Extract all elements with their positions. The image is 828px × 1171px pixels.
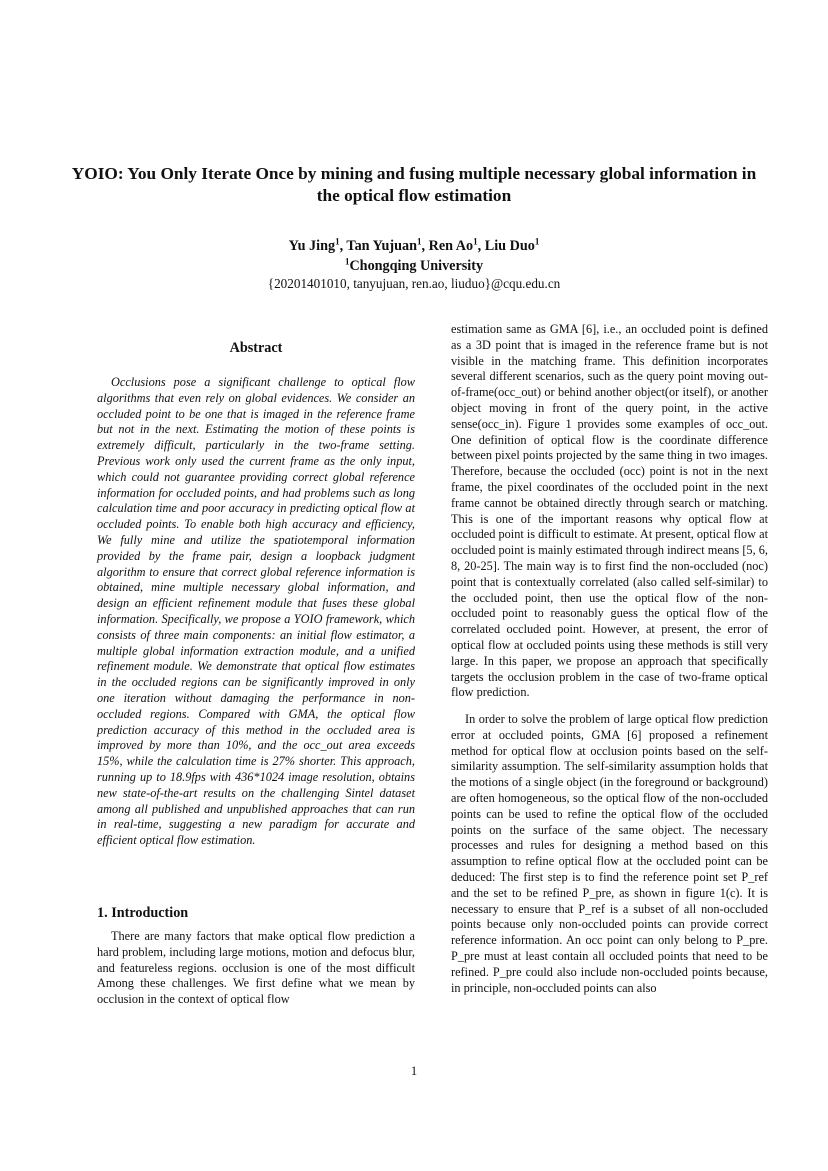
author-separator: ,	[477, 238, 485, 254]
right-column-paragraph-1	[451, 322, 768, 701]
author-emails: {20201401010, tanyujuan, ren.ao, liuduo}@cqu.edu.cn	[267, 276, 561, 291]
author-name: Tan Yujuan	[346, 238, 418, 254]
affiliation-mark: 1	[344, 256, 350, 267]
author-separator: ,	[339, 238, 347, 254]
abstract-paragraph: Occlusions pose a significant challenge to optical flow algorithms that even rely on global evidences. We consider an occluded point to be one that is imaged in the reference frame but not in the next. Estimating the motion of these points is extremely difficult, particularly in the two-frame setting. Previous work only used the current frame as the only input, which could not guarantee providing correct global reference information for occluded points, and had problems such as long calculation time and poor accuracy in predicting optical flow at occluded points. To enable both high accuracy and efficiency, We fully mine and utilize the spatiotemporal information provided by the frame pair, design a loopback judgment algorithm to ensure that correct global reference information is obtained, mine multiple necessary global information, and design an efficient refinement module that fuses these global information. Specifically, we propose a YOIO framework, which consists of three main components: an initial flow estimator, a multiple global information extraction module, and a unified refinement module. We demonstrate that optical flow estimates in the occluded regions can be significantly improved in only one iteration without damaging the performance in non-occluded regions. Compared with GMA, the optical flow prediction accuracy of this method in the occluded area is improved by more than 10%, and the occ_out area exceeds 15%, while the calculation time is 27% shorter. This approach, running up to 18.9fps with 436*1024 image resolution, obtains new state-of-the-art results on the challenging Sintel dataset among all published and unpublished approaches that can run in real-time, suggesting a new paradigm for accurate and efficient optical flow estimation.	[97, 375, 415, 848]
author-affiliation-mark: 1	[335, 236, 340, 247]
author-separator: ,	[421, 238, 429, 254]
author-name: Liu Duo	[484, 238, 535, 254]
abstract-heading: Abstract	[229, 340, 283, 356]
section-heading-introduction: 1. Introduction	[97, 905, 189, 921]
body-paragraph: In order to solve the problem of large optical flow prediction error at occluded points, GMA [6] proposed a refinement method for optical flow at occlusion points based on the self-similarity assumption. The self-similarity assumption holds that the motions of a single object (in the foreground or background) are often homogeneous, so the optical flow of the non-occluded points can be used to refine the optical flow of the occluded points on the surface of the same object. The necessary processes and rules for designing a method based on this assumption to refine optical flow at the occluded point can be deduced: The first step is to find the reference point set P_ref and the set to be refined P_pre, as shown in figure 1(c). It is necessary to ensure that P_ref is a subset of all non-occluded points because only non-occluded points can provide correct reference information. An occ point can only belong to P_pre. P_pre must at least contain all occluded points that need to be refined. P_pre could also include non-occluded points because, in principle, non-occluded points can also	[451, 712, 768, 995]
body-paragraph: estimation same as GMA [6], i.e., an occluded point is defined as a 3D point that is imaged in the reference frame but is not visible in the matching frame. This definition incorporates several different scenarios, such as the query point moving out-of-frame(occ_out) or behind another object(or itself), or another object moving in front of the query point, in the active sense(occ_in). Figure 1 provides some examples of occ_out. One definition of optical flow is the coordinate difference between pixel points projected by the same thing in two images. Therefore, because the occluded (occ) point is not in the next frame, the pixel coordinates of the occluded point in the next frame cannot be obtained directly through search or matching. This is one of the important reasons why optical flow at occluded point is difficult to estimate. At present, optical flow at occluded point is mainly estimated through indirect means [5, 6, 8, 20-25]. The main way is to first find the non-occluded (noc) point that is contextually correlated (also called self-similar) to the occluded point, then use the optical flow of the non-occluded point to reasonably guess the optical flow of the correlated occluded point. However, at present, the error of optical flow at occluded points using these methods is still very large. In this paper, we propose an approach that specifically targets the occlusion problem in the case of two-frame optical flow prediction.	[451, 322, 768, 700]
abstract-body	[97, 375, 415, 849]
affiliation	[60, 256, 768, 276]
paper-title: YOIO: You Only Iterate Once by mining and fusing multiple necessary global information in the optical flow estimation	[71, 164, 757, 205]
author-name: Yu Jing	[288, 238, 336, 254]
intro-body	[97, 929, 415, 1008]
intro-paragraph: There are many factors that make optical flow prediction a hard problem, including large motions, motion and defocus blur, and featureless regions. occlusion is one of the most difficult Among these challenges. We first define what we mean by occlusion in the context of optical flow	[97, 929, 415, 1007]
author-affiliation-mark: 1	[473, 236, 478, 247]
author-list	[60, 236, 768, 256]
author-affiliation-mark: 1	[534, 236, 540, 247]
affiliation-name: Chongqing University	[349, 258, 484, 274]
author-name: Ren Ao	[428, 238, 474, 254]
author-affiliation-mark: 1	[417, 236, 422, 247]
right-column-paragraph-2	[451, 712, 768, 996]
page-number: 1	[410, 1064, 418, 1078]
